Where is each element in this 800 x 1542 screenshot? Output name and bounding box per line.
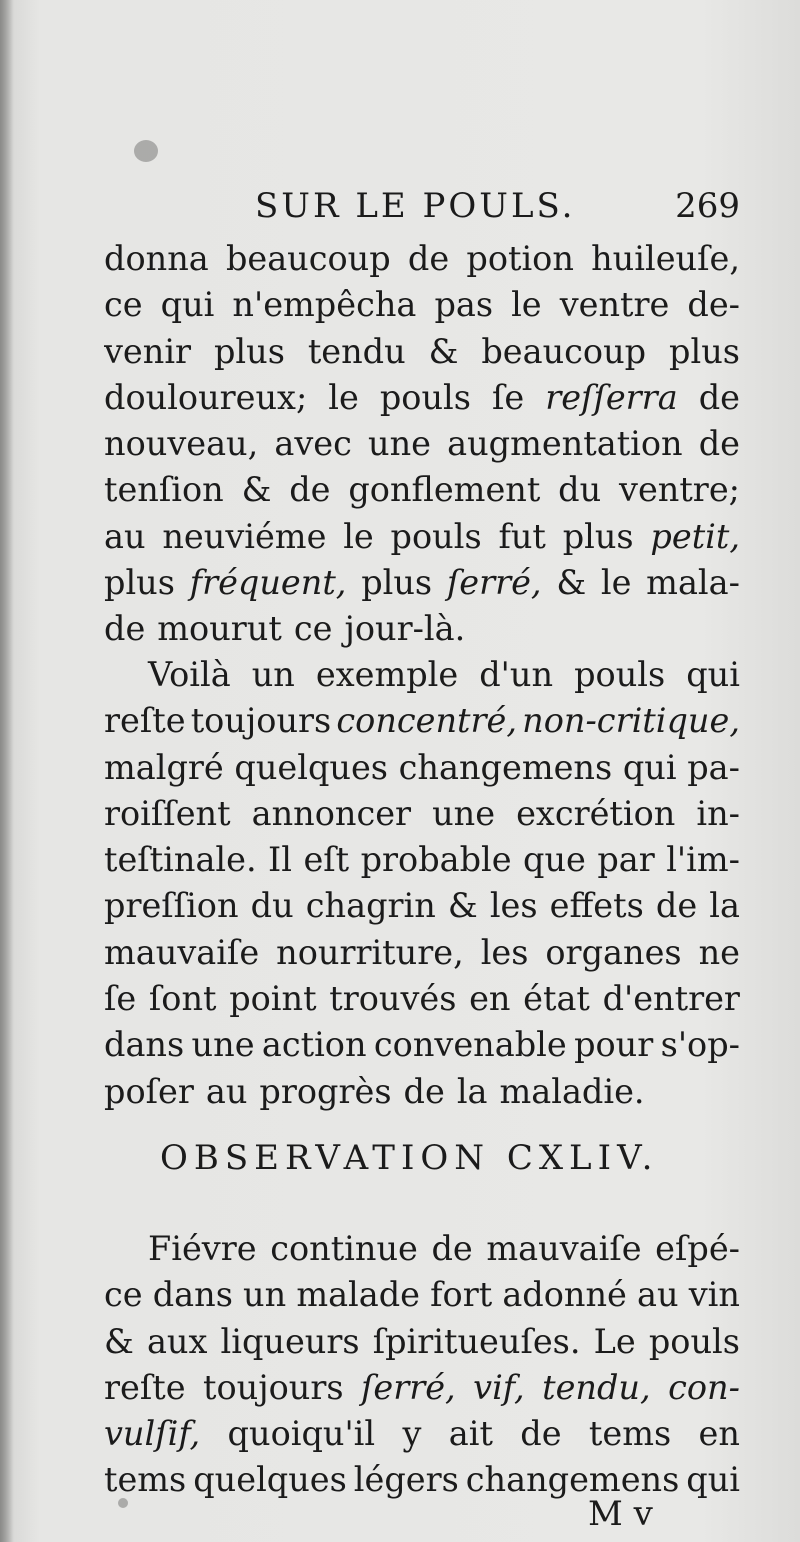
italic-word: reſſerra [545,377,678,417]
word: gonflement [348,470,541,510]
word: état [523,979,590,1019]
binding-shadow [0,0,14,1542]
word: au [637,1275,679,1315]
word: du [558,470,602,510]
italic-word: fréquent, [189,563,347,603]
word: fut [498,516,546,556]
word: convenable [373,1025,567,1065]
word: mauvaiſe [486,1229,642,1268]
word: tendu [307,331,406,371]
text-line [104,745,740,791]
word: le [328,377,359,417]
word: annoncer [251,793,412,833]
word: ce [104,285,143,325]
word: d'un [479,655,554,694]
paragraph-continuation [104,236,740,653]
word: le [511,285,542,325]
word: la [456,1071,488,1111]
word: pouls [648,1321,740,1361]
word: changemens [465,1460,680,1500]
word: Voilà [148,655,231,694]
word: plus [213,331,285,371]
paragraph [104,1226,740,1504]
word: plus [104,563,175,603]
word: qui [160,285,215,325]
italic-word: con- [668,1367,740,1407]
word: plus [361,563,433,603]
text-line [104,791,740,837]
word: plus [669,331,740,371]
word: mourut [157,609,282,649]
word: douloureux; [104,377,308,417]
observation-heading: OBSERVATION CXLIV. [160,1138,659,1178]
word: pa- [687,747,740,787]
text-line [104,930,740,976]
word: & [556,563,587,603]
word: y [402,1414,422,1454]
word: poſer [104,1071,194,1111]
word: ventre; [619,470,740,510]
text-line [104,282,740,328]
word: aux [146,1321,208,1361]
word: vin [688,1275,740,1315]
word: venir [104,331,192,371]
italic-word: vulſif, [104,1414,201,1454]
text-line [104,1365,740,1411]
text-line [104,1319,740,1365]
word: & [241,470,272,510]
word: ſpiritueuſes. [372,1321,581,1361]
word: ne [698,932,740,972]
word: de [104,609,146,649]
word: de [431,1229,473,1268]
word: donna [104,239,209,278]
word: mala- [646,563,740,603]
word: tems [588,1414,672,1454]
italic-word: concentré, [336,701,518,741]
word: organes [545,932,682,972]
word: de [403,1071,445,1111]
word: beaucoup [225,239,391,278]
word: Le [593,1321,636,1361]
word: eſt [303,840,350,880]
word: de [520,1414,562,1454]
word: pouls [390,516,482,556]
word: maladie. [499,1071,645,1111]
word: une [191,1025,255,1065]
word: in- [696,793,740,833]
word: mauvaiſe [104,932,260,972]
word: un [243,1275,287,1315]
word: ait [448,1414,493,1454]
italic-word: vif, [473,1367,525,1407]
word: progrès [259,1071,392,1111]
text-line [104,652,740,698]
word: toujours [202,1367,344,1407]
word: dans [104,1025,185,1065]
word: pas [434,285,494,325]
text-line [104,236,740,282]
word: liqueurs [220,1321,360,1361]
word: ſe [104,979,137,1019]
word: preſſion [104,886,239,926]
word: par [597,840,655,880]
word: dans [152,1275,233,1315]
word: qui [622,747,677,787]
word: en [469,979,511,1019]
word: au [104,516,146,556]
text-line [104,329,740,375]
word: quelques [193,1460,347,1500]
page-number: 269 [675,186,740,226]
word: un [251,655,295,694]
word: reſte [104,701,186,741]
text-line [104,560,740,606]
word: & [428,331,459,371]
word: probable [360,840,512,880]
word: reſte [104,1367,186,1407]
word: neuviéme [162,516,327,556]
word: effets [549,886,644,926]
word: malgré [104,747,224,787]
word: que [523,840,586,880]
word: potion [466,239,574,278]
word: jour-là. [344,609,466,649]
text-line [104,1411,740,1457]
word: n'empêcha [232,285,417,325]
word: les [489,886,538,926]
word: le [600,563,632,603]
word: malade [296,1275,421,1315]
word: l'im- [666,840,740,880]
text-line [104,606,740,652]
italic-word: ſerré, [360,1367,456,1407]
word: qui [686,655,740,694]
word: & [447,886,478,926]
word: en [698,1414,740,1454]
word: point [229,979,317,1019]
word: pouls [574,655,666,694]
word: Il [268,840,292,880]
word: quoiqu'il [227,1414,376,1454]
word: de [655,886,698,926]
word: continue [270,1229,418,1268]
word: d'entrer [602,979,740,1019]
word: avec [274,424,352,464]
word: nouveau, [104,424,259,464]
word: les [480,932,529,972]
word: changemens [398,747,613,787]
word: tems [104,1460,187,1500]
word: le [343,516,374,556]
paragraph [104,652,740,1115]
text-line [104,1022,740,1068]
word: trouvés [329,979,457,1019]
catchword: M v [588,1494,653,1534]
text-line [104,883,740,929]
word: chagrin [305,886,436,926]
word: ventre [559,285,670,325]
word: du [250,886,294,926]
italic-word: tendu, [542,1367,651,1407]
word: s'op- [660,1025,740,1065]
word: exemple [315,655,459,694]
word: ce [293,609,333,649]
word: une [368,424,431,464]
word: la [709,886,740,926]
text-line [104,1226,740,1272]
text-line [104,1272,740,1318]
word: fort [430,1275,493,1315]
word: de [407,239,450,278]
text-line [104,976,740,1022]
word: toujours [190,701,332,741]
word: une [432,793,496,833]
word: légers [353,1460,459,1500]
page-header [255,186,740,236]
word: plus [562,516,634,556]
text-line [104,421,740,467]
word: huileuſe, [591,239,740,278]
word: quelques [234,747,389,787]
italic-word: ſerré, [446,563,542,603]
word: & [104,1321,134,1361]
word: tenſion [104,470,224,510]
italic-word: non-critique, [522,701,740,741]
word: Fiévre [148,1229,257,1268]
word: roiſſent [104,793,231,833]
word: pour [574,1025,654,1065]
text-line [104,837,740,883]
word: au [205,1071,248,1111]
text-line [104,698,740,744]
word: adonné [502,1275,627,1315]
word: beaucoup [481,331,647,371]
word: eſpé- [655,1229,740,1268]
word: action [261,1025,367,1065]
word: augmentation [447,424,683,464]
word: ſont [148,979,217,1019]
word: excrétion [516,793,676,833]
text-line [104,467,740,513]
text-line [104,375,740,421]
word: de [289,470,331,510]
text-line [104,514,740,560]
word: ſe [491,377,525,417]
italic-word: petit, [650,516,740,556]
word: ce [104,1275,143,1315]
word: de [698,377,740,417]
word: pouls [379,377,471,417]
word: de [698,424,740,464]
word: nourriture, [276,932,464,972]
running-title: SUR LE POULS. [255,186,576,226]
word: qui [686,1460,740,1500]
word: de- [687,285,740,325]
word: teſtinale. [104,840,257,880]
ink-spot [134,140,158,162]
text-line [104,1069,740,1115]
